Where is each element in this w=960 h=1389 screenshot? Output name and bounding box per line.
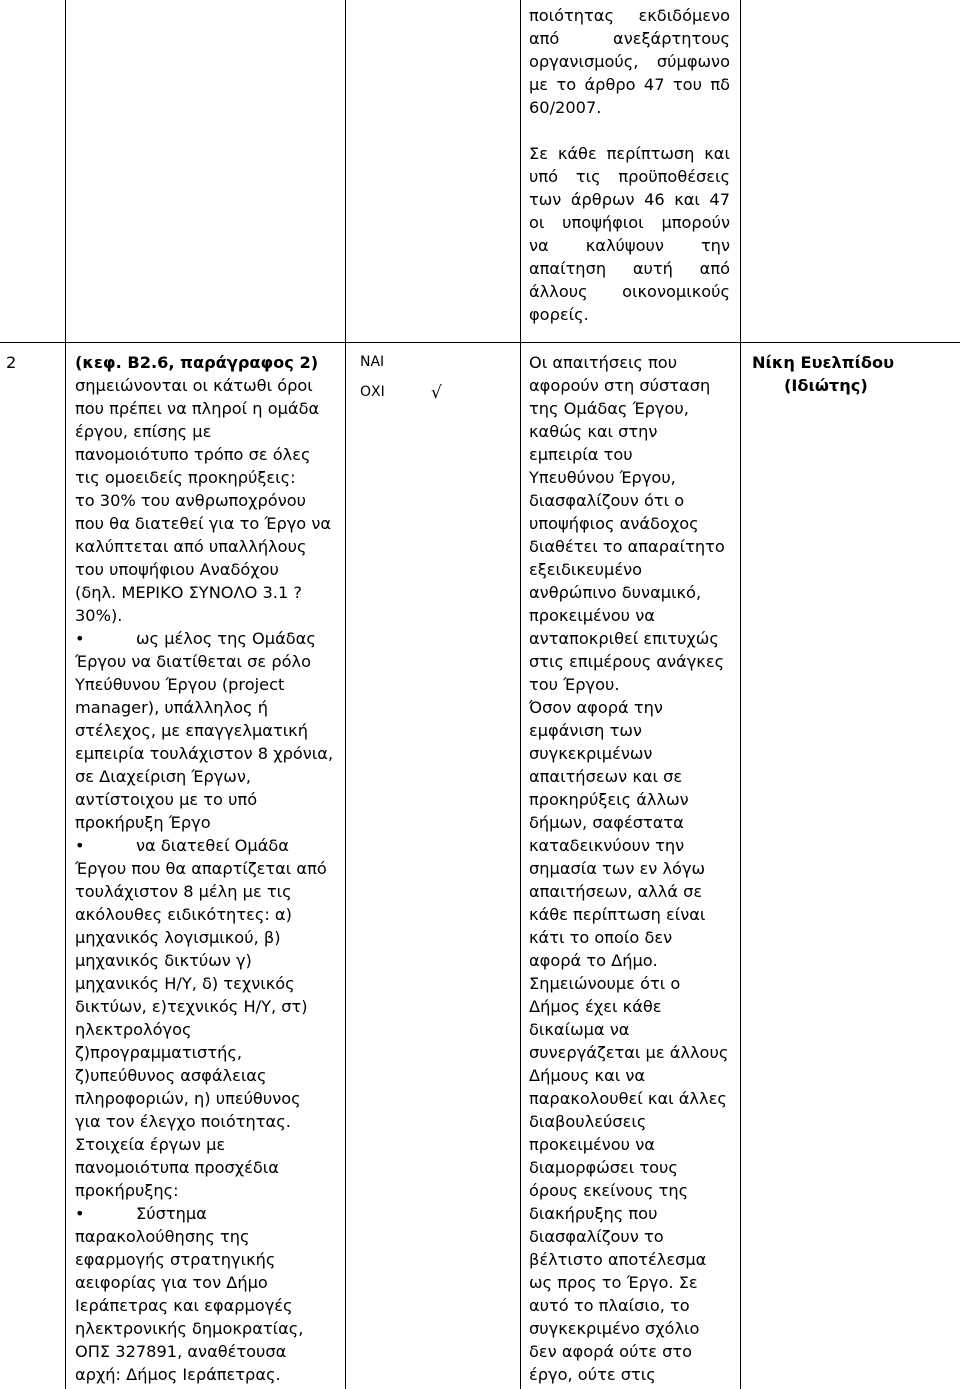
text-line: στις επιμέρους ανάγκες xyxy=(529,652,725,671)
text-line: ζ)προγραμματιστής, xyxy=(75,1043,242,1062)
text-line: δεν αφορά ούτε στο xyxy=(529,1342,693,1361)
text-line: Υπεύθυνου Έργου (project xyxy=(75,675,285,694)
text-line: ως προς το Έργο. Σε xyxy=(529,1273,698,1292)
text-line: του Έργου. xyxy=(529,675,620,694)
text-line: εμφάνιση των xyxy=(529,721,642,740)
text-line: ηλεκτρολόγος xyxy=(75,1020,192,1039)
text-line: άλλους οικονομικούς xyxy=(529,282,730,301)
text-line: δήμων, σαφέστατα xyxy=(529,813,684,832)
text-line: αρχή: Δήμος Ιεράπετρας. xyxy=(75,1365,281,1384)
requirement-text xyxy=(75,374,333,1386)
text-line: προκηρύξεις άλλων xyxy=(529,790,689,809)
text-line: 30%). xyxy=(75,606,123,625)
text-line: καθώς και στην xyxy=(529,422,658,441)
text-line: Δήμος έχει κάθε xyxy=(529,997,662,1016)
text-line: καλύπτεται από υπαλλήλους xyxy=(75,537,307,556)
text-line: απαιτήσεων, αλλά σε xyxy=(529,882,703,901)
text-line: 60/2007. xyxy=(529,98,602,117)
text-line: πανομοιότυπα προσχέδια xyxy=(75,1158,279,1177)
text-line: συγκεκριμένων xyxy=(529,744,653,763)
text-line: τις ομοειδείς προκηρύξεις: xyxy=(75,468,296,487)
text-line: ποιότητας εκδιδόμενο xyxy=(529,6,730,25)
text-line: καταδεικνύουν την xyxy=(529,836,685,855)
text-line: της Ομάδας Έργου, xyxy=(529,399,689,418)
checkmark-icon: √ xyxy=(431,383,442,403)
text-line: Όσον αφορά την xyxy=(529,698,663,717)
text-line: στέλεχος, με επαγγελματική xyxy=(75,721,308,740)
yes-label: ΝΑΙ xyxy=(360,354,385,370)
column-divider xyxy=(740,0,741,1389)
text-line: απαιτήσεων και σε xyxy=(529,767,683,786)
text-line: ηλεκτρονικής δημοκρατίας, xyxy=(75,1319,304,1338)
column-divider xyxy=(520,0,521,1389)
text-line: Ιεράπετρας και εφαρμογές xyxy=(75,1296,293,1315)
text-line: σε Διαχείριση Έργων, xyxy=(75,767,252,786)
text-line: των άρθρων 46 και 47 xyxy=(529,190,730,209)
text-line: μηχανικός λογισμικού, β) xyxy=(75,928,281,947)
text-line: διαβουλεύσεις xyxy=(529,1112,647,1131)
text-line: ζ)υπεύθυνος ασφάλειας xyxy=(75,1066,267,1085)
text-line: αφορά το Δήμο. xyxy=(529,951,658,970)
text-line: οργανισμούς, σύμφωνο xyxy=(529,52,730,71)
text-line: δικτύων, ε)τεχνικός Η/Υ, στ) xyxy=(75,997,308,1016)
column-divider xyxy=(65,0,66,1389)
text-line: τουλάχιστον 8 μέλη με τις xyxy=(75,882,292,901)
text-line: έργο, ούτε στις xyxy=(529,1365,656,1384)
top-row-col4-text xyxy=(529,4,730,119)
text-line: αφορούν στη σύσταση xyxy=(529,376,711,395)
text-line: διασφαλίζουν το xyxy=(529,1227,664,1246)
text-line: κάτι το οποίο δεν xyxy=(529,928,673,947)
text-line: διαμορφώσει τους xyxy=(529,1158,678,1177)
commenter-role: (Ιδιώτης) xyxy=(784,376,868,395)
text-line: (δηλ. ΜΕΡΙΚΟ ΣΥΝΟΛΟ 3.1 ? xyxy=(75,583,302,602)
text-line: ανθρώπινο δυναμικό, xyxy=(529,583,702,602)
text-line: σημασία των εν λόγω xyxy=(529,859,706,878)
text-line: Σημειώνουμε ότι ο xyxy=(529,974,681,993)
text-line: οι υποψήφιοι μπορούν xyxy=(529,213,730,232)
text-line: πανομοιότυπο τρόπο σε όλες xyxy=(75,445,311,464)
text-line: προκήρυξη Έργο xyxy=(75,813,211,832)
text-line: υποψήφιος ανάδοχος xyxy=(529,514,699,533)
text-line: ακόλουθες ειδικότητες: α) xyxy=(75,905,292,924)
text-line: που θα διατεθεί για το Έργο να xyxy=(75,514,332,533)
text-line: για τον έλεγχο ποιότητας. xyxy=(75,1112,291,1131)
text-line: manager), υπάλληλος ή xyxy=(75,698,268,717)
commenter-name: Νίκη Ευελπίδου xyxy=(752,353,895,372)
text-line: εμπειρία του xyxy=(529,445,633,464)
row-divider xyxy=(0,342,960,343)
text-line: σημειώνονται οι κάτωθι όροι xyxy=(75,376,313,395)
text-line: δικαίωμα να xyxy=(529,1020,630,1039)
text-line: ανταποκριθεί επιτυχώς xyxy=(529,629,719,648)
text-line: εμπειρία τουλάχιστον 8 χρόνια, xyxy=(75,744,334,763)
text-line: αειφορίας για τον Δήμο xyxy=(75,1273,268,1292)
text-line: Σε κάθε περίπτωση και xyxy=(529,144,730,163)
response-text xyxy=(529,351,728,1386)
top-row-col4-text-2 xyxy=(529,142,730,326)
text-line: • ως μέλος της Ομάδας xyxy=(75,629,316,648)
text-line: από ανεξάρτητους xyxy=(529,29,730,48)
text-line: το 30% του ανθρωποχρόνου xyxy=(75,491,307,510)
text-line: διασφαλίζουν ότι ο xyxy=(529,491,685,510)
text-line: φορείς. xyxy=(529,305,589,324)
text-line: παρακολούθησης της xyxy=(75,1227,250,1246)
section-reference: (κεφ. Β2.6, παράγραφος 2) xyxy=(75,353,319,372)
text-line: παρακολουθεί και άλλες xyxy=(529,1089,727,1108)
text-line: απαίτηση αυτή από xyxy=(529,259,730,278)
text-line: ΟΠΣ 327891, αναθέτουσα xyxy=(75,1342,287,1361)
text-line: Δήμους και να xyxy=(529,1066,646,1085)
column-divider xyxy=(345,0,346,1389)
row-number: 2 xyxy=(6,353,17,372)
no-label: ΟΧΙ xyxy=(360,384,385,400)
text-line: Υπευθύνου Έργου, xyxy=(529,468,676,487)
text-line: προκειμένου να xyxy=(529,606,655,625)
text-line: να καλύψουν την xyxy=(529,236,730,255)
text-line: του υποψήφιου Αναδόχου xyxy=(75,560,279,579)
text-line: εφαρμογής στρατηγικής xyxy=(75,1250,276,1269)
text-line: Έργου που θα απαρτίζεται από xyxy=(75,859,327,878)
text-line: Οι απαιτήσεις που xyxy=(529,353,678,372)
text-line: πληροφοριών, η) υπεύθυνος xyxy=(75,1089,301,1108)
text-line: συγκεκριμένο σχόλιο xyxy=(529,1319,700,1338)
text-line: που πρέπει να πληροί η ομάδα xyxy=(75,399,320,418)
text-line: υπό τις προϋποθέσεις xyxy=(529,167,730,186)
text-line: μηχανικός δικτύων γ) xyxy=(75,951,252,970)
text-line: • Σύστημα xyxy=(75,1204,207,1223)
text-line: Έργου να διατίθεται σε ρόλο xyxy=(75,652,311,671)
text-line: Στοιχεία έργων με xyxy=(75,1135,226,1154)
text-line: • να διατεθεί Ομάδα xyxy=(75,836,289,855)
text-line: προκειμένου να xyxy=(529,1135,655,1154)
text-line: εξειδικευμένο xyxy=(529,560,643,579)
text-line: κάθε περίπτωση είναι xyxy=(529,905,706,924)
text-line: διακήρυξης που xyxy=(529,1204,658,1223)
text-line: προκήρυξης: xyxy=(75,1181,179,1200)
text-line: αυτό το πλαίσιο, το xyxy=(529,1296,690,1315)
text-line: συνεργάζεται με άλλους xyxy=(529,1043,729,1062)
text-line: με το άρθρο 47 του πδ xyxy=(529,75,730,94)
text-line: διαθέτει το απαραίτητο xyxy=(529,537,725,556)
text-line: όρους εκείνους της xyxy=(529,1181,689,1200)
text-line: έργου, επίσης με xyxy=(75,422,212,441)
text-line: μηχανικός Η/Υ, δ) τεχνικός xyxy=(75,974,295,993)
text-line: βέλτιστο αποτέλεσμα xyxy=(529,1250,707,1269)
text-line: αντίστοιχου με το υπό xyxy=(75,790,258,809)
